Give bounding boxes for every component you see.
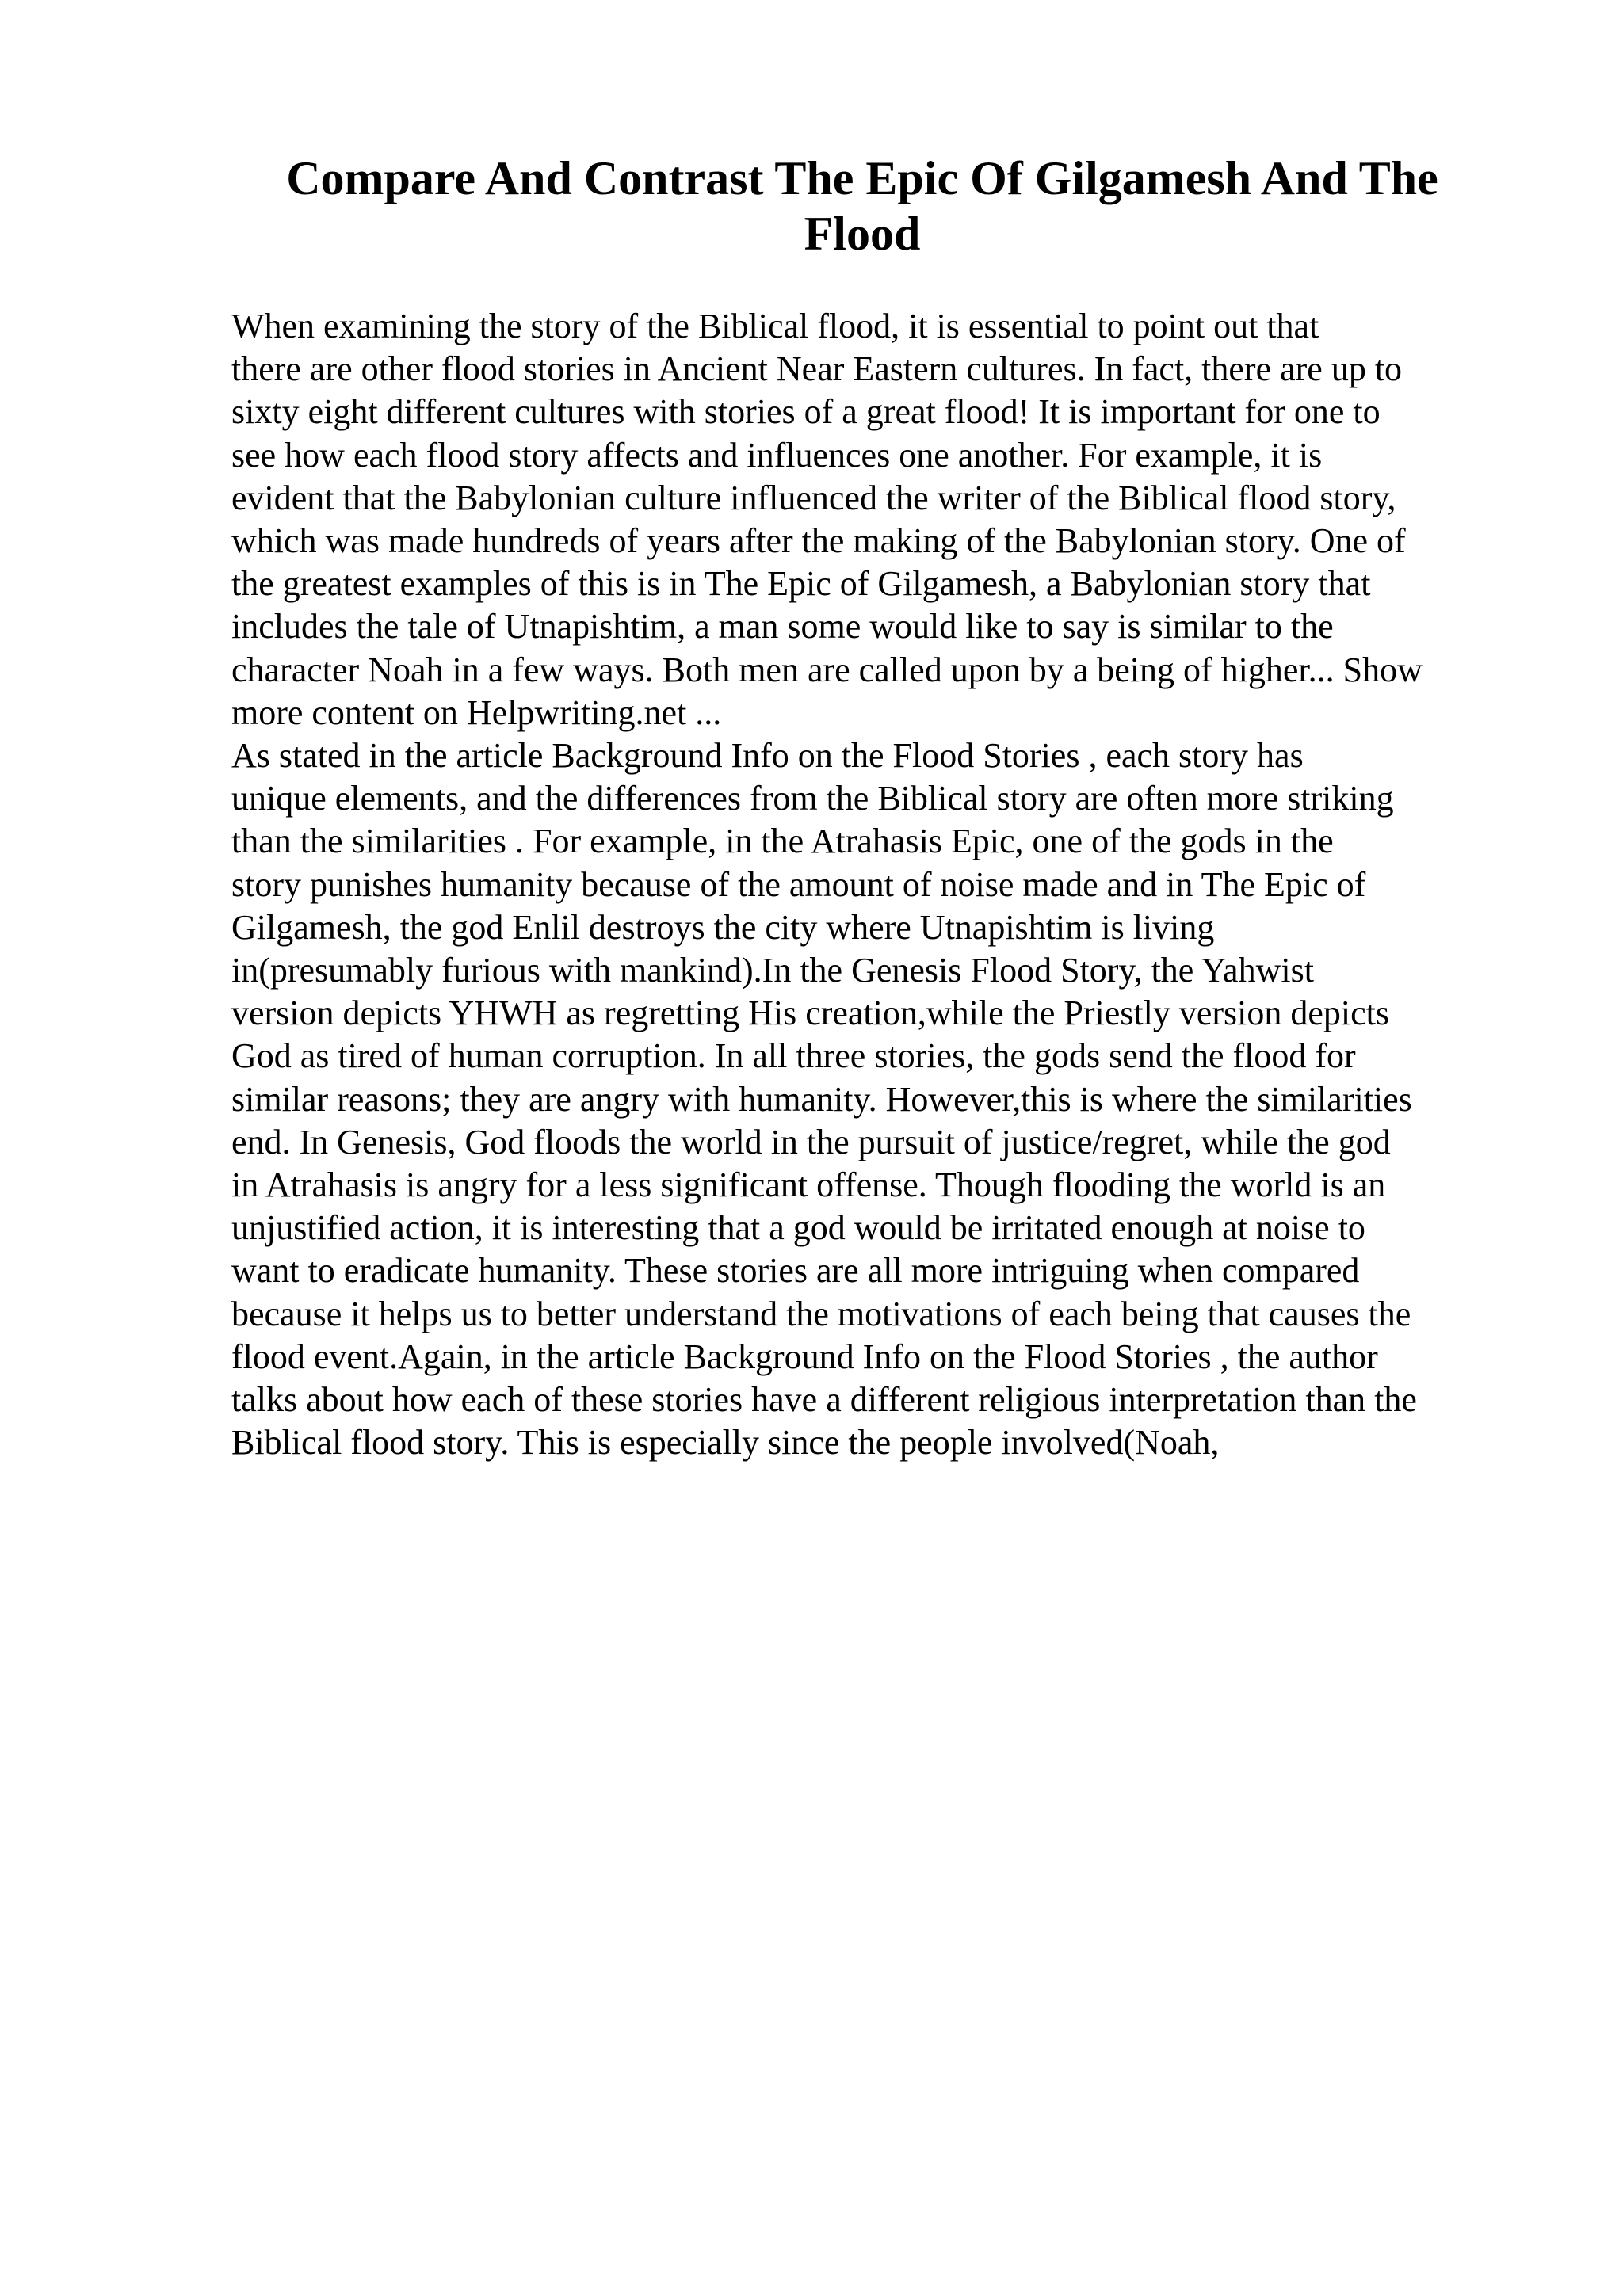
body-text-line: version depicts YHWH as regretting His creation,while the Priestly version depicts [231, 994, 1390, 1033]
body-text-line: character Noah in a few ways. Both men are called upon by a being of higher... Show [231, 650, 1423, 689]
body-text-line: Gilgamesh, the god Enlil destroys the city where Utnapishtim is living [231, 907, 1215, 947]
body-text-line: in(presumably furious with mankind).In the Genesis Flood Story, the Yahwist [231, 951, 1314, 990]
body-text-line: God as tired of human corruption. In all three stories, the gods send the flood for [231, 1036, 1356, 1076]
body-text-line: which was made hundreds of years after the making of the Babylonian story. One of [231, 521, 1406, 561]
body-text-line: because it helps us to better understand the motivations of each being that causes the [231, 1294, 1411, 1333]
body-text-line: unique elements, and the differences from the Biblical story are often more striking [231, 779, 1394, 818]
body-text-line: flood event.Again, in the article Background Info on the Flood Stories , the author [231, 1337, 1378, 1376]
body-text-line: unjustified action, it is interesting that a god would be irritated enough at noise to [231, 1208, 1365, 1248]
body-text-line: end. In Genesis, God floods the world in the pursuit of justice/regret, while the god [231, 1122, 1391, 1161]
body-text-line: than the similarities . For example, in the Atrahasis Epic, one of the gods in the [231, 822, 1334, 861]
body-text-line: When examining the story of the Biblical flood, it is essential to point out that [231, 307, 1319, 345]
body-text-line: talks about how each of these stories have a different religious interpretation than the [231, 1380, 1417, 1420]
body-text-line: see how each flood story affects and influences one another. For example, it is [231, 435, 1323, 475]
body-text-line: in Atrahasis is angry for a less significant offense. Though flooding the world is an [231, 1165, 1386, 1205]
body-text-line: there are other flood stories in Ancient Near Eastern cultures. In fact, there are up to [231, 349, 1403, 389]
body-text-line: want to eradicate humanity. These stories are all more intriguing when compared [231, 1251, 1360, 1291]
document-body [231, 305, 1499, 1464]
body-text-line: evident that the Babylonian culture influenced the writer of the Biblical flood story, [231, 478, 1396, 517]
document-title: Compare And Contrast The Epic Of Gilgamesh And The Flood [286, 152, 1438, 260]
body-text-line: As stated in the article Background Info on the Flood Stories , each story has [231, 736, 1304, 776]
body-text-line: similar reasons; they are angry with humanity. However,this is where the similarities [231, 1079, 1412, 1119]
body-text-line: includes the tale of Utnapishtim, a man some would like to say is similar to the [231, 607, 1334, 646]
body-text-line: more content on Helpwriting.net ... [231, 692, 722, 732]
body-text-line: Biblical flood story. This is especially since the people involved(Noah, [231, 1423, 1220, 1463]
body-text-line: story punishes humanity because of the amount of noise made and in The Epic of [231, 864, 1366, 904]
body-text-line: sixty eight different cultures with stories of a great flood! It is important for one to [231, 392, 1381, 432]
body-text-line: the greatest examples of this is in The Epic of Gilgamesh, a Babylonian story that [231, 564, 1371, 604]
